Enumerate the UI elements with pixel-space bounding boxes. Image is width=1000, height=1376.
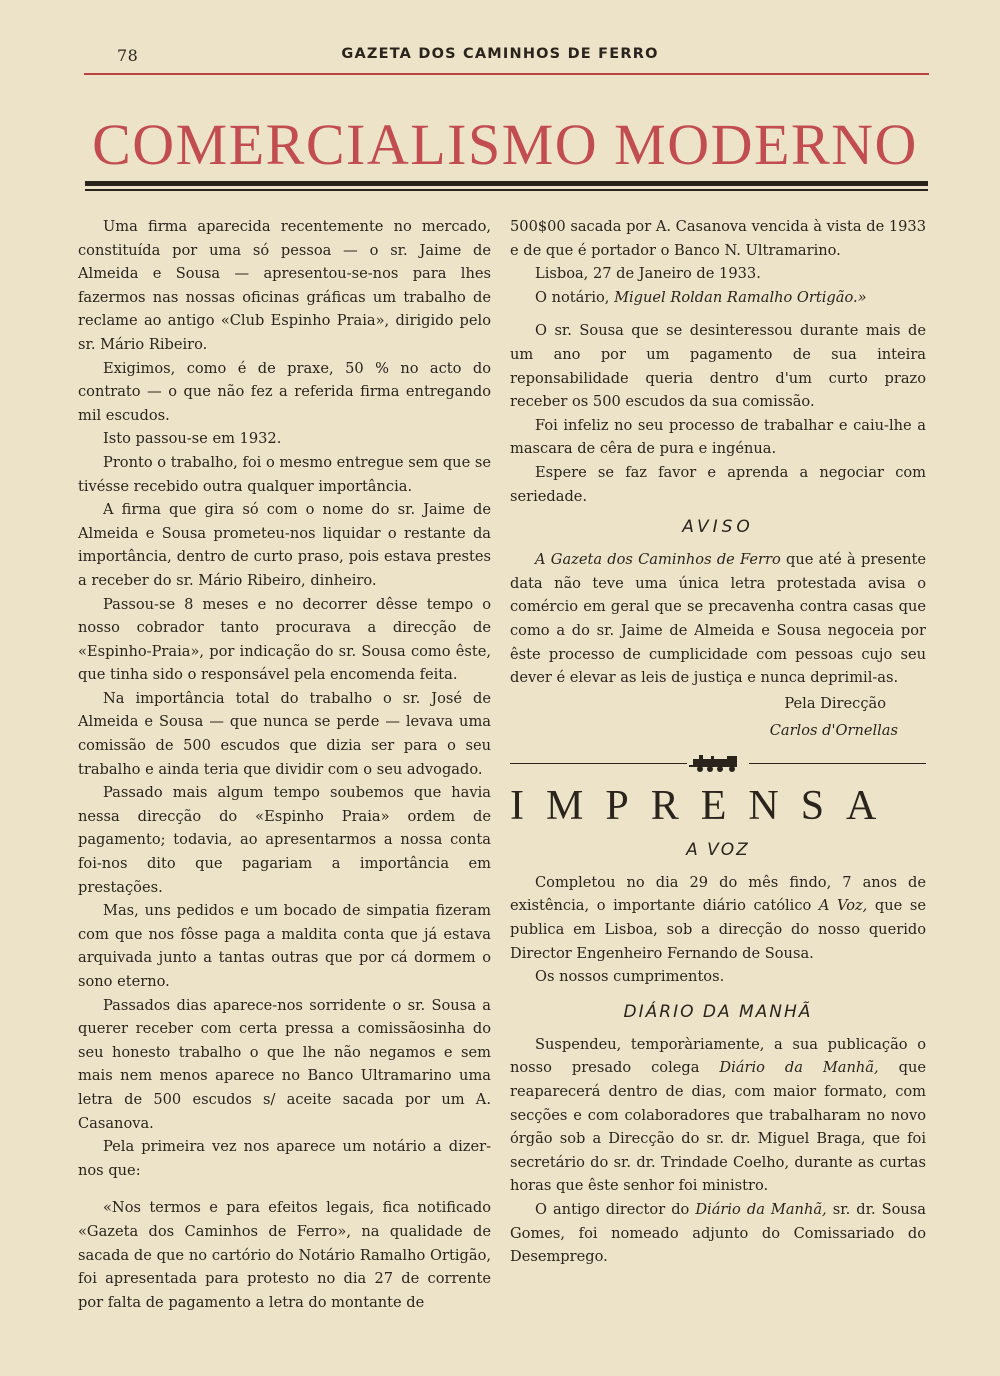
diario-paragraph-2 [510, 1198, 926, 1269]
article-paragraph: Uma firma aparecida recentemente no mercado, constituída por uma só pessoa — o sr. Jaime de Almeida e Sousa — apresentou-se-nos para lhes fazermos nas nossas oficinas gráficas um trabalho de reclame ao antigo «Club Espinho Praia», dirigido pelo sr. Mário Ribeiro. [78, 218, 491, 353]
aviso-paragraph [510, 548, 926, 690]
article-paragraph: Foi infeliz no seu processo de trabalhar e caiu-lhe a mascara de cêra de pura e ingénua. [510, 416, 926, 458]
article-paragraph: O sr. Sousa que se desinteressou durante mais de um ano por um pagamento de sua inteira reponsabilidade queria dentro d'um curto prazo receber os 500 escudos da sua comissão. [510, 322, 926, 411]
title-rule-thick [85, 181, 928, 186]
quote-date: Lisboa, 27 de Janeiro de 1933. [535, 265, 761, 283]
article-paragraph: Passou-se 8 meses e no decorrer dêsse tempo o nosso cobrador tanto procurava a direcção de «Espinho-Praia», por indicação do sr. Sousa como êste, que tinha sido o responsável pela encomenda feita. [78, 595, 491, 684]
title-rule-thin [85, 189, 928, 191]
aviso-body: que até à presente data não teve uma única letra protestada avisa o comércio em geral que se precavenha contra casas que como a do sr. Jaime de Almeida e Sousa negoceia por êste processo de cumplicidade com pessoas cujo seu dever é elevar as leis de justiça e nunca deprimil-as. [510, 551, 926, 687]
section-divider [510, 751, 926, 775]
aviso-sign-name: Carlos d'Ornellas [769, 722, 898, 740]
left-column [78, 215, 491, 1314]
a-voz-text: Completou no dia 29 do mês findo, 7 anos de existência, o importante diário católico [510, 873, 926, 915]
notary-name: Miguel Roldan Ramalho Ortigão.» [614, 288, 867, 306]
notary-quote: «Nos termos e para efeitos legais, fica notificado «Gazeta dos Caminhos de Ferro», na qualidade de sacada de que no cartório do Notário Ramalho Ortigão, foi apresentada para protesto no dia 27 de corrente por falta de pagamento a letra do montante de [78, 1199, 491, 1311]
article-paragraph: Pronto o trabalho, foi o mesmo entregue sem que se tivésse recebido outra qualquer importância. [78, 453, 491, 495]
aviso-heading: AVISO [682, 517, 754, 538]
article-paragraph: Espere se faz favor e aprenda a negociar com seriedade. [510, 463, 926, 505]
notary-signature [510, 286, 926, 310]
diario-paragraph-1 [510, 1033, 926, 1198]
article-paragraph: A firma que gira só com o nome do sr. Jaime de Almeida e Sousa prometeu-nos liquidar o restante da importância, dentro de curto praso, pois estava prestes a receber do sr. Mário Ribeiro, dinheiro. [78, 501, 491, 589]
diario-title: Diário da Manhã, [695, 1201, 827, 1218]
diario-text: Suspendeu, temporàriamente, a sua publicação o nosso presado colega [510, 1035, 926, 1077]
a-voz-text-end: que se publica em Lisboa, sob a direcção do nosso querido Director Engenheiro Fernando de Sousa. [510, 897, 927, 962]
article-paragraph: Na importância total do trabalho o sr. José de Almeida e Sousa — que nunca se perde — levava uma comissão de 500 escudos que dizia ser para o seu trabalho e ainda teria que dividir com o seu advogado. [78, 689, 491, 778]
notary-prefix: O notário, [535, 288, 615, 306]
diario-title: Diário da Manhã, [719, 1059, 879, 1077]
diario-text-end: sr. dr. Sousa Gomes, foi nomeado adjunto do Comissariado do Desemprego. [510, 1201, 926, 1266]
diario-text-end: que reaparecerá dentro de dias, com maior formato, com secções e com colaboradores que trabalharam no novo órgão sob a Direcção do sr. dr. Miguel Braga, que foi secretário do sr. dr. Trindade Coelho, durante as curtas horas que êste senhor foi ministro. [510, 1059, 926, 1195]
article-paragraph: Isto passou-se em 1932. [103, 430, 282, 448]
notary-quote-continued: 500$00 sacada por A. Casanova vencida à vista de 1933 e de que é portador o Banco N. Ultramarino. [510, 218, 926, 259]
aviso-lead: A Gazeta dos Caminhos de Ferro [535, 551, 781, 569]
a-voz-title: A Voz, [818, 897, 868, 915]
header-rule [84, 73, 929, 75]
page-number: 78 [117, 46, 139, 65]
train-icon [687, 752, 749, 774]
a-voz-closing: Os nossos cumprimentos. [535, 968, 725, 986]
article-paragraph: Passado mais algum tempo soubemos que havia nessa direcção do «Espinho Praia» ordem de pagamento; todavia, ao apresentarmos a nossa conta foi-nos dito que pagariam a importância em prestações. [78, 784, 491, 896]
article-paragraph: Exigimos, como é de praxe, 50 % no acto do contrato — o que não fez a referida firma entregando mil escudos. [78, 359, 491, 424]
article-paragraph: Mas, uns pedidos e um bocado de simpatia fizeram com que nos fôsse paga a maldita conta que já estava arquivada junto a tantas outras que por cá dormem o sono eterno. [78, 902, 491, 990]
diario-text: O antigo director do [535, 1201, 696, 1218]
aviso-sign-line: Pela Direcção [784, 694, 886, 712]
right-column [510, 215, 926, 1269]
diario-heading: DIÁRIO DA MANHÃ [623, 1001, 813, 1022]
a-voz-paragraph [510, 871, 926, 965]
article-paragraph: Passados dias aparece-nos sorridente o sr. Sousa a querer receber com certa pressa a comissãosinha do seu honesto trabalho o que lhe não negamos e sem mais nem menos aparece no Banco Ultramarino uma letra de 500 escudos s/ aceite sacada por um A. Casanova. [78, 996, 491, 1132]
imprensa-heading: IMPRENSA [510, 782, 899, 829]
article-title: COMERCIALISMO MODERNO [92, 112, 918, 177]
article-paragraph: Pela primeira vez nos aparece um notário a dizer-nos que: [78, 1138, 491, 1179]
a-voz-heading: A VOZ [686, 839, 750, 860]
running-head: GAZETA DOS CAMINHOS DE FERRO [341, 46, 659, 62]
